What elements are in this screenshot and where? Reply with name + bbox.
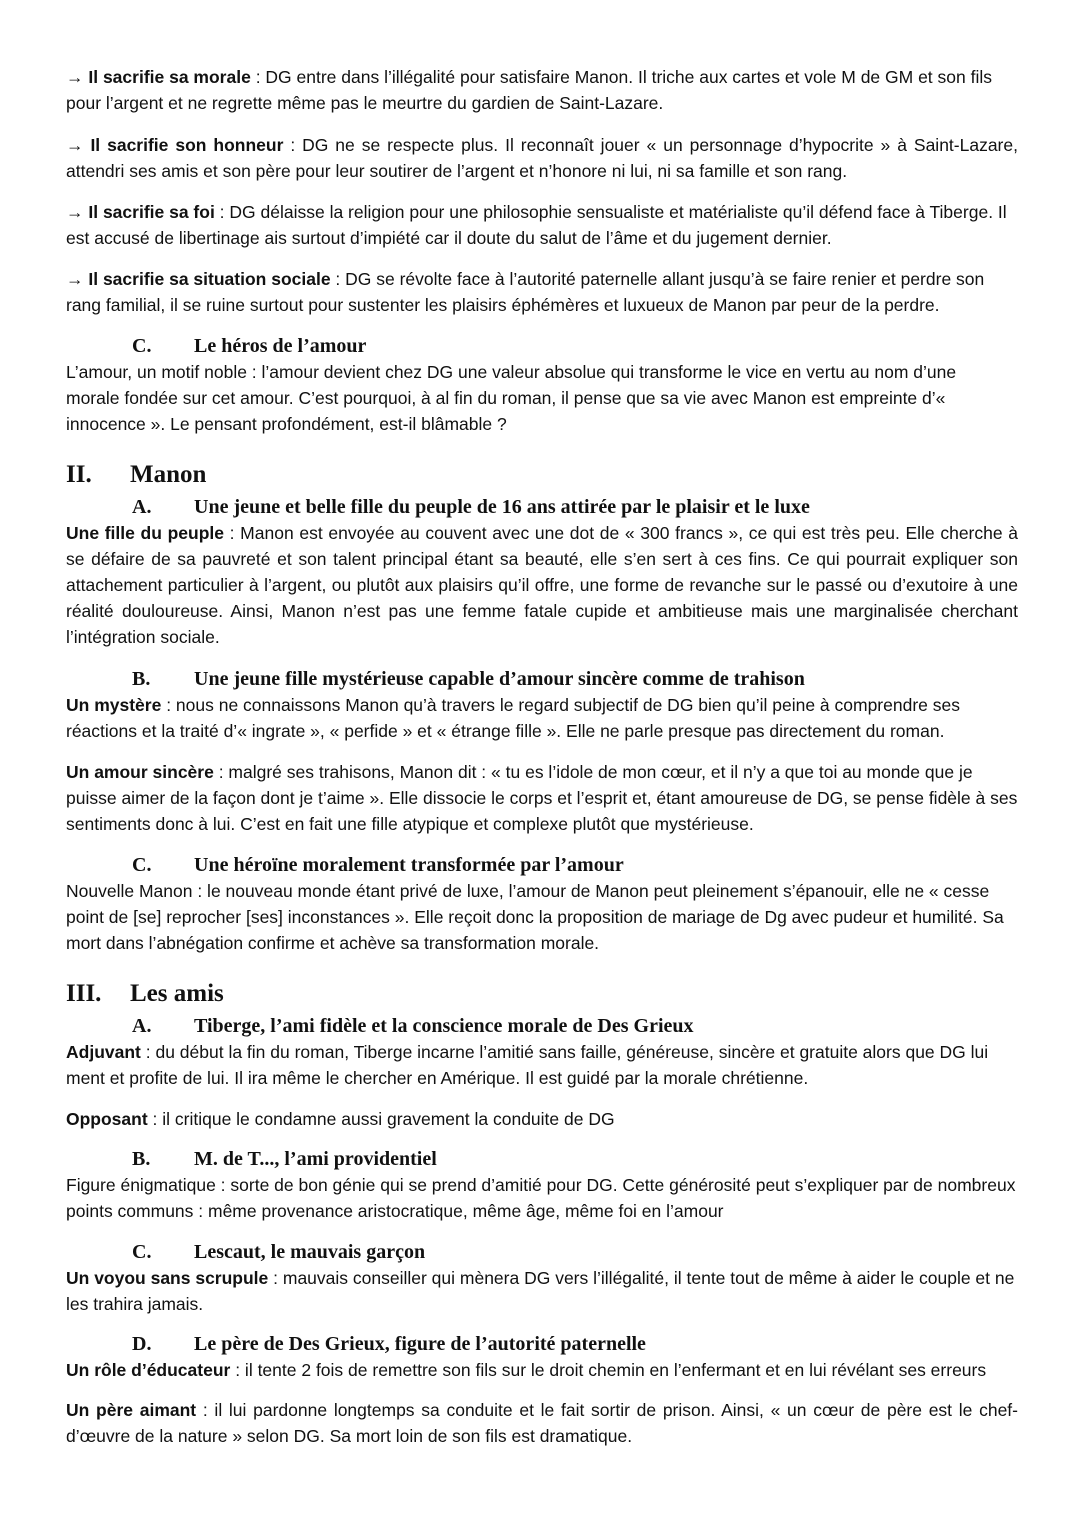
subsection-letter: B.: [132, 1148, 151, 1170]
subsection-heading: [132, 852, 624, 878]
paragraph-keyword: → Il sacrifie sa foi: [66, 202, 215, 222]
paragraph-keyword: Un mystère: [66, 695, 162, 715]
paragraph: [66, 1397, 1018, 1449]
section-heading: [66, 978, 224, 1010]
section-heading: [66, 459, 206, 491]
subsection-letter: C.: [132, 335, 152, 357]
paragraph: [66, 64, 1018, 116]
subsection-heading: [132, 494, 810, 520]
subsection-title: Tiberge, l’ami fidèle et la conscience morale de Des Grieux: [194, 1015, 694, 1037]
paragraph-text: Nouvelle Manon : le nouveau monde étant privé de luxe, l’amour de Manon peut pleinement s’épanouir, elle ne « cesse point de [se] reprocher [ses] inconstances ». Elle reçoit donc la proposition de mariage de Dg avec pudeur et humilité. Sa mort dans l’abnégation confirme et achève sa transformation morale.: [66, 881, 1004, 953]
paragraph: [66, 1172, 1018, 1224]
section-number: II.: [66, 461, 92, 488]
paragraph: [66, 359, 1006, 437]
subsection-title: Une jeune et belle fille du peuple de 16 ans attirée par le plaisir et le luxe: [194, 496, 810, 518]
paragraph-text: : il lui pardonne longtemps sa conduite et le fait sortir de prison. Ainsi, « un cœur de père est le chef-d’œuvre de la nature » selon DG. Sa mort loin de son fils est dramatique.: [66, 1400, 1018, 1446]
paragraph: [66, 759, 1018, 837]
paragraph: [66, 1357, 1026, 1383]
section-title: Les amis: [130, 980, 224, 1007]
paragraph: [66, 692, 1018, 744]
paragraph: [66, 199, 1018, 251]
subsection-heading: [132, 1239, 425, 1265]
paragraph: [66, 1039, 1018, 1091]
paragraph-keyword: Une fille du peuple: [66, 523, 224, 543]
subsection-title: Lescaut, le mauvais garçon: [194, 1241, 426, 1263]
subsection-letter: A.: [132, 1015, 152, 1037]
subsection-heading: [132, 666, 805, 692]
paragraph-keyword: Un voyou sans scrupule: [66, 1268, 269, 1288]
paragraph-text: : mauvais conseiller qui mènera DG vers l’illégalité, il tente tout de même à aider le couple et ne les trahira jamais.: [66, 1268, 1015, 1314]
paragraph-text: : DG entre dans l’illégalité pour satisfaire Manon. Il triche aux cartes et vole M de GM et son fils pour l’argent et ne regrette même pas le meurtre du gardien de Saint-Lazare.: [66, 67, 992, 113]
paragraph-keyword: Opposant: [66, 1109, 148, 1129]
subsection-title: Une héroïne moralement transformée par l’amour: [194, 854, 624, 876]
paragraph: [66, 132, 1018, 184]
paragraph: [66, 266, 1018, 318]
paragraph-keyword: → Il sacrifie sa morale: [66, 67, 251, 87]
paragraph-text: : il critique le condamne aussi gravement la conduite de DG: [147, 1109, 615, 1129]
subsection-letter: A.: [132, 496, 152, 518]
paragraph-text: L’amour, un motif noble : l’amour devient chez DG une valeur absolue qui transforme le vice en vertu au nom d’une morale fondée sur cet amour. C’est pourquoi, à al fin du roman, il pense que sa vie avec Manon est empreinte d’« innocence ». Le pensant profondément, est-il blâmable ?: [66, 362, 957, 434]
paragraph-text: : malgré ses trahisons, Manon dit : « tu es l’idole de mon cœur, et il n’y a que toi au monde que je puisse aimer de la façon dont je t’aime ». Elle dissocie le corps et l’esprit et, étant amoureuse de DG, se pense fidèle à ses sentiments donc à lui. C’est en fait une fille atypique et complexe plutôt que mystérieuse.: [66, 762, 1018, 834]
subsection-heading: [132, 1146, 437, 1172]
subsection-title: Le père de Des Grieux, figure de l’autorité paternelle: [194, 1333, 646, 1355]
paragraph-keyword: Un père aimant: [66, 1400, 197, 1420]
paragraph-text: : DG délaisse la religion pour une philosophie sensualiste et matérialiste qu’il défend face à Tiberge. Il est accusé de libertinage ais surtout d’impiété car il doute du salut de l’âme et du jugement dernier.: [66, 202, 1007, 248]
paragraph-keyword: Un amour sincère: [66, 762, 214, 782]
subsection-heading: [132, 1331, 646, 1357]
paragraph-text: : DG se révolte face à l’autorité paternelle allant jusqu’à se faire renier et perdre son rang familial, il se ruine surtout pour sustenter les plaisirs éphémères et luxueux de Manon par peur de la perdre.: [66, 269, 985, 315]
subsection-letter: C.: [132, 1241, 152, 1263]
subsection-title: Une jeune fille mystérieuse capable d’amour sincère comme de trahison: [194, 668, 805, 690]
paragraph-text: : DG ne se respecte plus. Il reconnaît jouer « un personnage d’hypocrite » à Saint-Lazare, attendri ses amis et son père pour leur soutirer de l’argent et n’honore ni lui, ni sa famille et son rang.: [66, 135, 1018, 181]
paragraph-text: : il tente 2 fois de remettre son fils sur le droit chemin en l’enfermant et en lui révélant ses erreurs: [230, 1360, 987, 1380]
paragraph: [66, 878, 1018, 956]
paragraph-text: : Manon est envoyée au couvent avec une dot de « 300 francs », ce qui est très peu. Elle cherche à se défaire de sa pauvreté et son talent principal étant sa beauté, elle s’en sert à ces fins. Ce qui pourrait expliquer son attachement particulier à l’argent, ou plutôt aux plaisirs qu’il offre, une forme de revanche sur le passé ou d’exutoire à une réalité douloureuse. Ainsi, Manon n’est pas une femme fatale cupide et ambitieuse mais une marginalisée cherchant l’intégration sociale.: [66, 523, 1018, 647]
paragraph: [66, 520, 1018, 650]
paragraph-keyword: → Il sacrifie sa situation sociale: [66, 269, 331, 289]
paragraph-keyword: Un rôle d’éducateur: [66, 1360, 231, 1380]
section-number: III.: [66, 980, 102, 1007]
section-title: Manon: [130, 461, 207, 488]
paragraph-text: : du début la fin du roman, Tiberge incarne l’amitié sans faille, généreuse, sincère et gratuite alors que DG lui ment et profite de lui. Il ira même le chercher en Amérique. Il est guidé par la morale chrétienne.: [66, 1042, 989, 1088]
paragraph-keyword: Adjuvant: [66, 1042, 141, 1062]
paragraph: [66, 1265, 1018, 1317]
paragraph: [66, 1106, 1018, 1132]
subsection-letter: D.: [132, 1333, 152, 1355]
subsection-letter: C.: [132, 854, 152, 876]
paragraph-text: Figure énigmatique : sorte de bon génie qui se prend d’amitié pour DG. Cette générosité peut s’expliquer par de nombreux points communs : même provenance aristocratique, même âge, même foi en l’amour: [66, 1175, 1016, 1221]
paragraph-text: : nous ne connaissons Manon qu’à travers le regard subjectif de DG bien qu’il peine à comprendre ses réactions et la traité d’« ingrate », « perfide » et « étrange fille ». Elle ne parle presque pas directement du roman.: [66, 695, 960, 741]
subsection-letter: B.: [132, 668, 151, 690]
subsection-title: Le héros de l’amour: [194, 335, 367, 357]
subsection-heading: [132, 333, 366, 359]
subsection-heading: [132, 1013, 694, 1039]
subsection-title: M. de T..., l’ami providentiel: [194, 1148, 437, 1170]
paragraph-keyword: → Il sacrifie son honneur: [66, 135, 284, 155]
